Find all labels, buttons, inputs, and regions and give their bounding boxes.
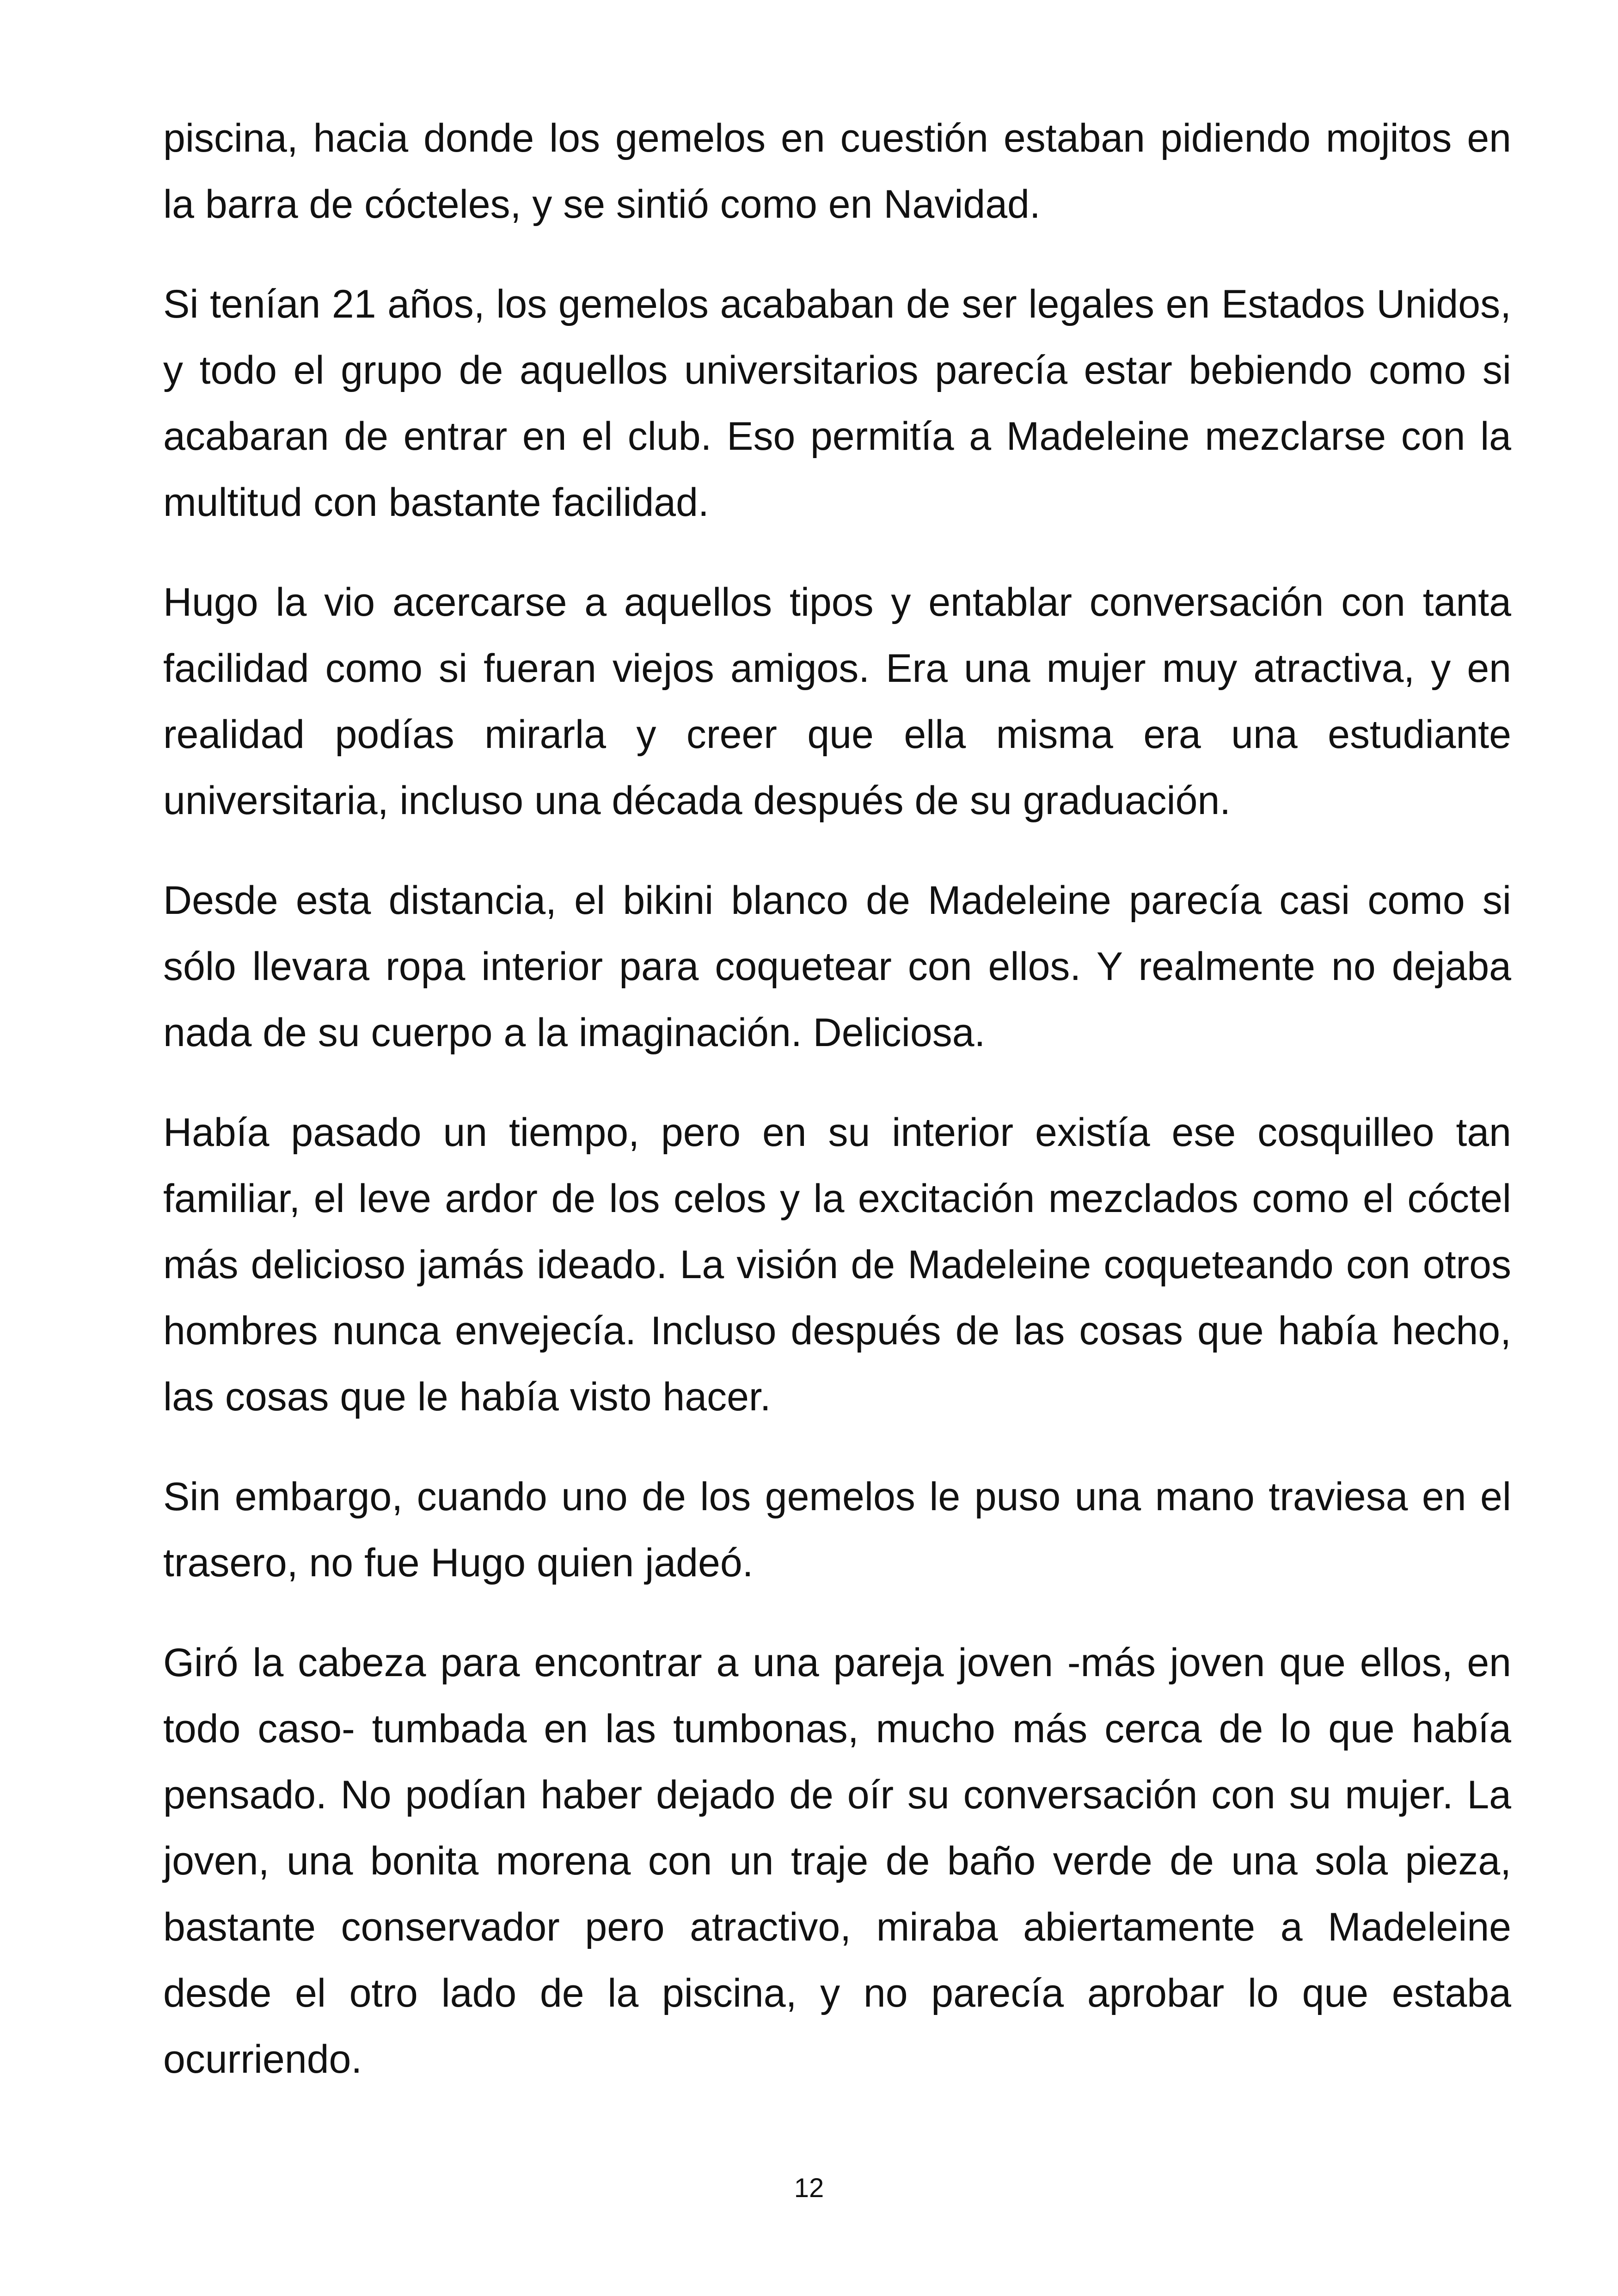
- page-number: 12: [794, 2173, 824, 2203]
- paragraph-6: Sin embargo, cuando uno de los gemelos le puso una mano traviesa en el trasero, no fue Hugo quien jadeó.: [163, 1475, 1511, 1585]
- paragraph-5: Había pasado un tiempo, pero en su interior existía ese cosquilleo tan familiar, el leve ardor de los celos y la excitación mezclados como el cóctel más delicioso jamás ideado. La visión de Madeleine coqueteando con otros hombres nunca envejecía. Incluso después de las cosas que había hecho, las cosas que le había visto hacer.: [163, 1110, 1511, 1419]
- paragraph-4: Desde esta distancia, el bikini blanco de Madeleine parecía casi como si sólo llevara ropa interior para coquetear con ellos. Y realmente no dejaba nada de su cuerpo a la imaginación. Deliciosa.: [163, 878, 1511, 1055]
- body-text: [163, 105, 1511, 2126]
- paragraph-2: Si tenían 21 años, los gemelos acababan de ser legales en Estados Unidos, y todo el grupo de aquellos universitarios parecía estar bebiendo como si acabaran de entrar en el club. Eso permitía a Madeleine mezclarse con la multitud con bastante facilidad.: [163, 282, 1511, 525]
- paragraph-3: Hugo la vio acercarse a aquellos tipos y entablar conversación con tanta facilidad como si fueran viejos amigos. Era una mujer muy atractiva, y en realidad podías mirarla y creer que ella misma era una estudiante universitaria, incluso una década después de su graduación.: [163, 580, 1511, 823]
- paragraph-1: piscina, hacia donde los gemelos en cuestión estaban pidiendo mojitos en la barra de cócteles, y se sintió como en Navidad.: [163, 116, 1511, 227]
- paragraph-7: Giró la cabeza para encontrar a una pareja joven -más joven que ellos, en todo caso- tumbada en las tumbonas, mucho más cerca de lo que había pensado. No podían haber dejado de oír su conversación con su mujer. La joven, una bonita morena con un traje de baño verde de una sola pieza, bastante conservador pero atractivo, miraba abiertamente a Madeleine desde el otro lado de la piscina, y no parecía aprobar lo que estaba ocurriendo.: [163, 1641, 1511, 2082]
